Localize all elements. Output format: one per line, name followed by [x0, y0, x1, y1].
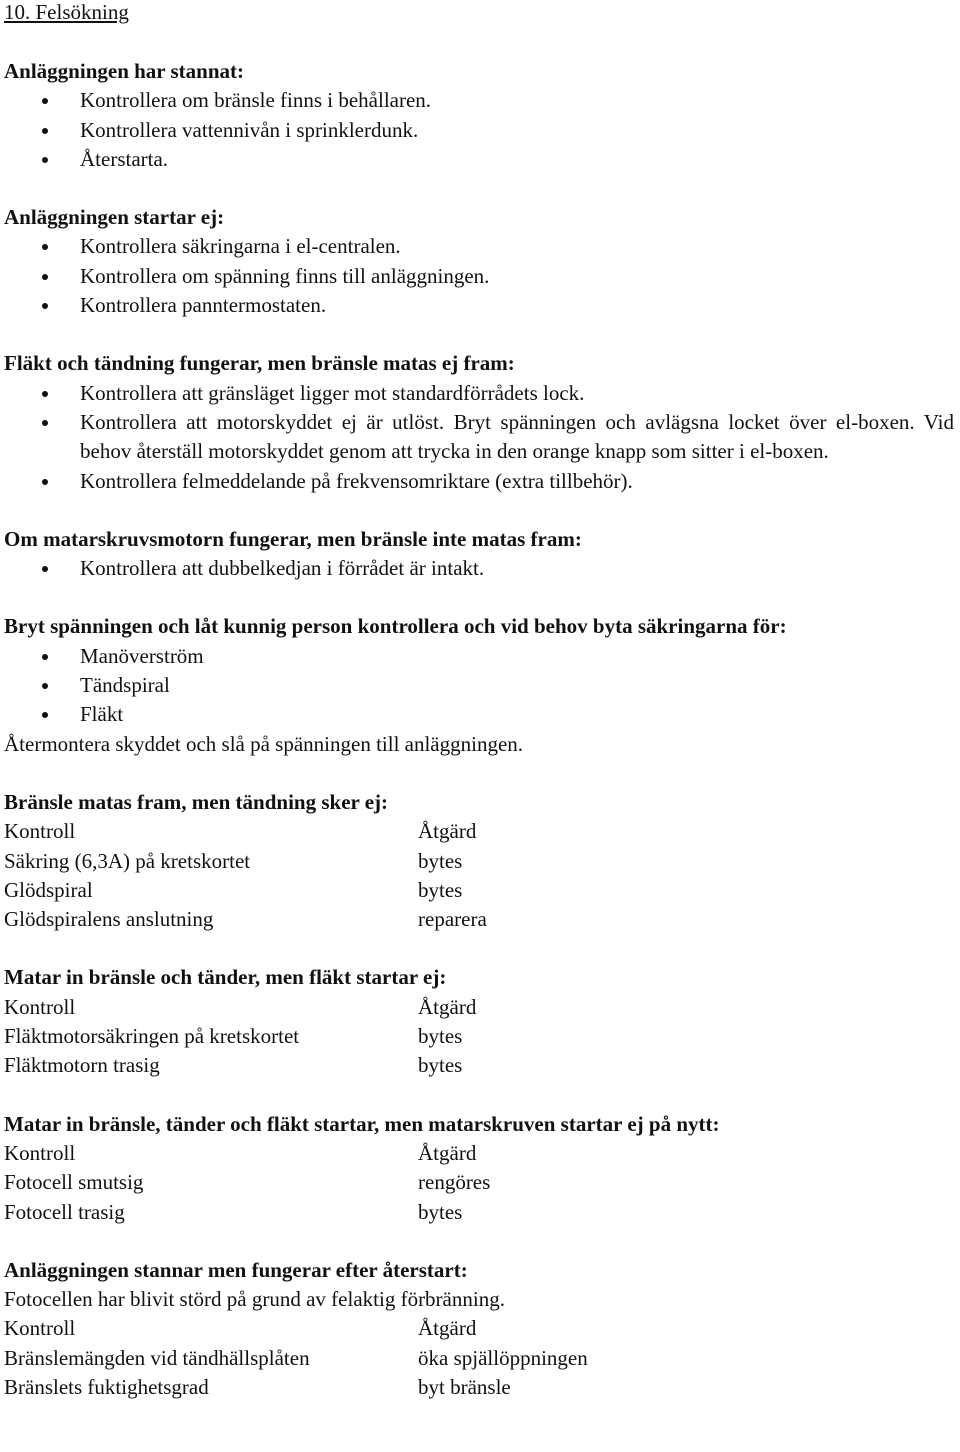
- bullet-icon: [42, 683, 48, 689]
- table-cell-check: Bränslemängden vid tändhällsplåten: [4, 1345, 310, 1370]
- bullet-icon: [42, 654, 48, 660]
- bullet-icon: [42, 98, 48, 104]
- bullet-text: Kontrollera om bränsle finns i behållaren.: [80, 88, 432, 113]
- table-header-row: [4, 1139, 954, 1168]
- table-cell-action: bytes: [418, 1199, 463, 1224]
- table-row: [4, 847, 954, 876]
- bullet-item: [4, 554, 954, 583]
- column-header-check: Kontroll: [4, 1140, 76, 1165]
- bullet-text: Kontrollera om spänning finns till anläggningen.: [80, 263, 490, 288]
- bullet-item: [4, 700, 954, 729]
- column-header-check: Kontroll: [4, 994, 76, 1019]
- table-row: [4, 876, 954, 905]
- check-action-table: [4, 1314, 954, 1402]
- table-cell-check: Säkring (6,3A) på kretskortet: [4, 848, 251, 873]
- table-cell-check: Fotocell smutsig: [4, 1170, 144, 1195]
- bullet-icon: [42, 274, 48, 280]
- table-cell-action: öka spjällöppningen: [418, 1345, 588, 1370]
- chapter-title: 10. Felsökning: [4, 0, 129, 24]
- column-header-action: Åtgärd: [418, 994, 477, 1019]
- bullet-list: [4, 86, 954, 174]
- bullet-item: [4, 116, 954, 145]
- table-cell-action: bytes: [418, 1024, 463, 1049]
- section-no-ignition: [4, 788, 954, 934]
- check-action-table: [4, 817, 954, 934]
- bullet-item: [4, 262, 954, 291]
- bullet-item: [4, 467, 954, 496]
- check-action-table: [4, 993, 954, 1081]
- table-cell-action: bytes: [418, 877, 463, 902]
- bullet-list: [4, 232, 954, 320]
- bullet-text: Kontrollera att gränsläget ligger mot standardförrådets lock.: [80, 380, 585, 405]
- column-header-check: Kontroll: [4, 819, 76, 844]
- table-row: [4, 1198, 954, 1227]
- bullet-item: [4, 642, 954, 671]
- table-header-row: [4, 993, 954, 1022]
- bullet-list: [4, 554, 954, 583]
- troubleshooting-document: [4, 0, 954, 1402]
- section-heading: Bränsle matas fram, men tändning sker ej:: [4, 789, 389, 814]
- section-not-starting: [4, 203, 954, 320]
- check-action-table: [4, 1139, 954, 1227]
- bullet-icon: [42, 479, 48, 485]
- section-heading: Matar in bränsle, tänder och fläkt startar, men matarskruven startar ej på nytt:: [4, 1111, 720, 1136]
- bullet-icon: [42, 244, 48, 250]
- section-heading: Om matarskruvsmotorn fungerar, men bränsle inte matas fram:: [4, 526, 582, 551]
- table-row: [4, 1168, 954, 1197]
- bullet-item: [4, 145, 954, 174]
- bullet-text: Kontrollera säkringarna i el-centralen.: [80, 234, 401, 259]
- table-row: [4, 1051, 954, 1080]
- bullet-list: [4, 642, 954, 730]
- section-heading: Anläggningen startar ej:: [4, 205, 225, 230]
- bullet-text: Manöverström: [80, 643, 204, 668]
- bullet-item: [4, 232, 954, 261]
- bullet-item: [4, 408, 954, 467]
- section-auger-not-restarting: [4, 1110, 954, 1227]
- table-row: [4, 1373, 954, 1402]
- section-heading: Fläkt och tändning fungerar, men bränsle matas ej fram:: [4, 351, 515, 376]
- bullet-text: Kontrollera att dubbelkedjan i förrådet är intakt.: [80, 556, 485, 581]
- table-cell-check: Fotocell trasig: [4, 1199, 125, 1224]
- table-row: [4, 1344, 954, 1373]
- bullet-item: [4, 379, 954, 408]
- bullet-item: [4, 291, 954, 320]
- bullet-text: Återstarta.: [80, 146, 169, 171]
- bullet-text: Fläkt: [80, 702, 124, 727]
- column-header-action: Åtgärd: [418, 819, 477, 844]
- bullet-icon: [42, 303, 48, 309]
- section-stopped: [4, 57, 954, 174]
- section-fan-not-starting: [4, 963, 954, 1080]
- bullet-text: Kontrollera vattennivån i sprinklerdunk.: [80, 117, 419, 142]
- bullet-icon: [42, 566, 48, 572]
- section-fuel-not-fed: [4, 349, 954, 495]
- table-cell-action: byt bränsle: [418, 1374, 511, 1399]
- bullet-item: [4, 86, 954, 115]
- table-header-row: [4, 817, 954, 846]
- table-cell-action: rengöres: [418, 1170, 491, 1195]
- table-header-row: [4, 1314, 954, 1343]
- bullet-icon: [42, 391, 48, 397]
- table-cell-check: Fläktmotorsäkringen på kretskortet: [4, 1024, 300, 1049]
- section-heading: Matar in bränsle och tänder, men fläkt startar ej:: [4, 965, 447, 990]
- table-cell-check: Fläktmotorn trasig: [4, 1053, 160, 1078]
- column-header-action: Åtgärd: [418, 1140, 477, 1165]
- section-stops-restart-ok: [4, 1256, 954, 1402]
- bullet-icon: [42, 420, 48, 426]
- table-cell-check: Bränslets fuktighetsgrad: [4, 1374, 209, 1399]
- section-heading: Bryt spänningen och låt kunnig person kontrollera och vid behov byta säkringarna för:: [4, 614, 787, 639]
- column-header-check: Kontroll: [4, 1316, 76, 1341]
- bullet-icon: [42, 128, 48, 134]
- table-row: [4, 1022, 954, 1051]
- bullet-icon: [42, 712, 48, 718]
- table-cell-action: bytes: [418, 1053, 463, 1078]
- bullet-list: [4, 379, 954, 496]
- column-header-action: Åtgärd: [418, 1316, 477, 1341]
- bullet-text: Tändspiral: [80, 673, 170, 698]
- table-cell-check: Glödspiral: [4, 877, 93, 902]
- section-auger-motor: [4, 525, 954, 584]
- section-heading: Anläggningen stannar men fungerar efter återstart:: [4, 1257, 468, 1282]
- bullet-text: Kontrollera panntermostaten.: [80, 293, 327, 318]
- section-note: Återmontera skyddet och slå på spänningen till anläggningen.: [4, 731, 524, 756]
- bullet-text: Kontrollera felmeddelande på frekvensomriktare (extra tillbehör).: [80, 468, 633, 493]
- table-cell-check: Glödspiralens anslutning: [4, 907, 214, 932]
- section-fuses: [4, 612, 954, 758]
- bullet-icon: [42, 157, 48, 163]
- bullet-item: [4, 671, 954, 700]
- table-cell-action: bytes: [418, 848, 463, 873]
- bullet-text: Kontrollera att motorskyddet ej är utlöst. Bryt spänningen och avlägsna locket över el-boxen. Vid behov återställ motorskyddet genom att trycka in den orange knapp som sitter i el-boxen.: [80, 409, 954, 464]
- table-cell-action: reparera: [418, 907, 487, 932]
- section-heading: Anläggningen har stannat:: [4, 59, 245, 83]
- section-intro: Fotocellen har blivit störd på grund av felaktig förbränning.: [4, 1287, 505, 1312]
- table-row: [4, 905, 954, 934]
